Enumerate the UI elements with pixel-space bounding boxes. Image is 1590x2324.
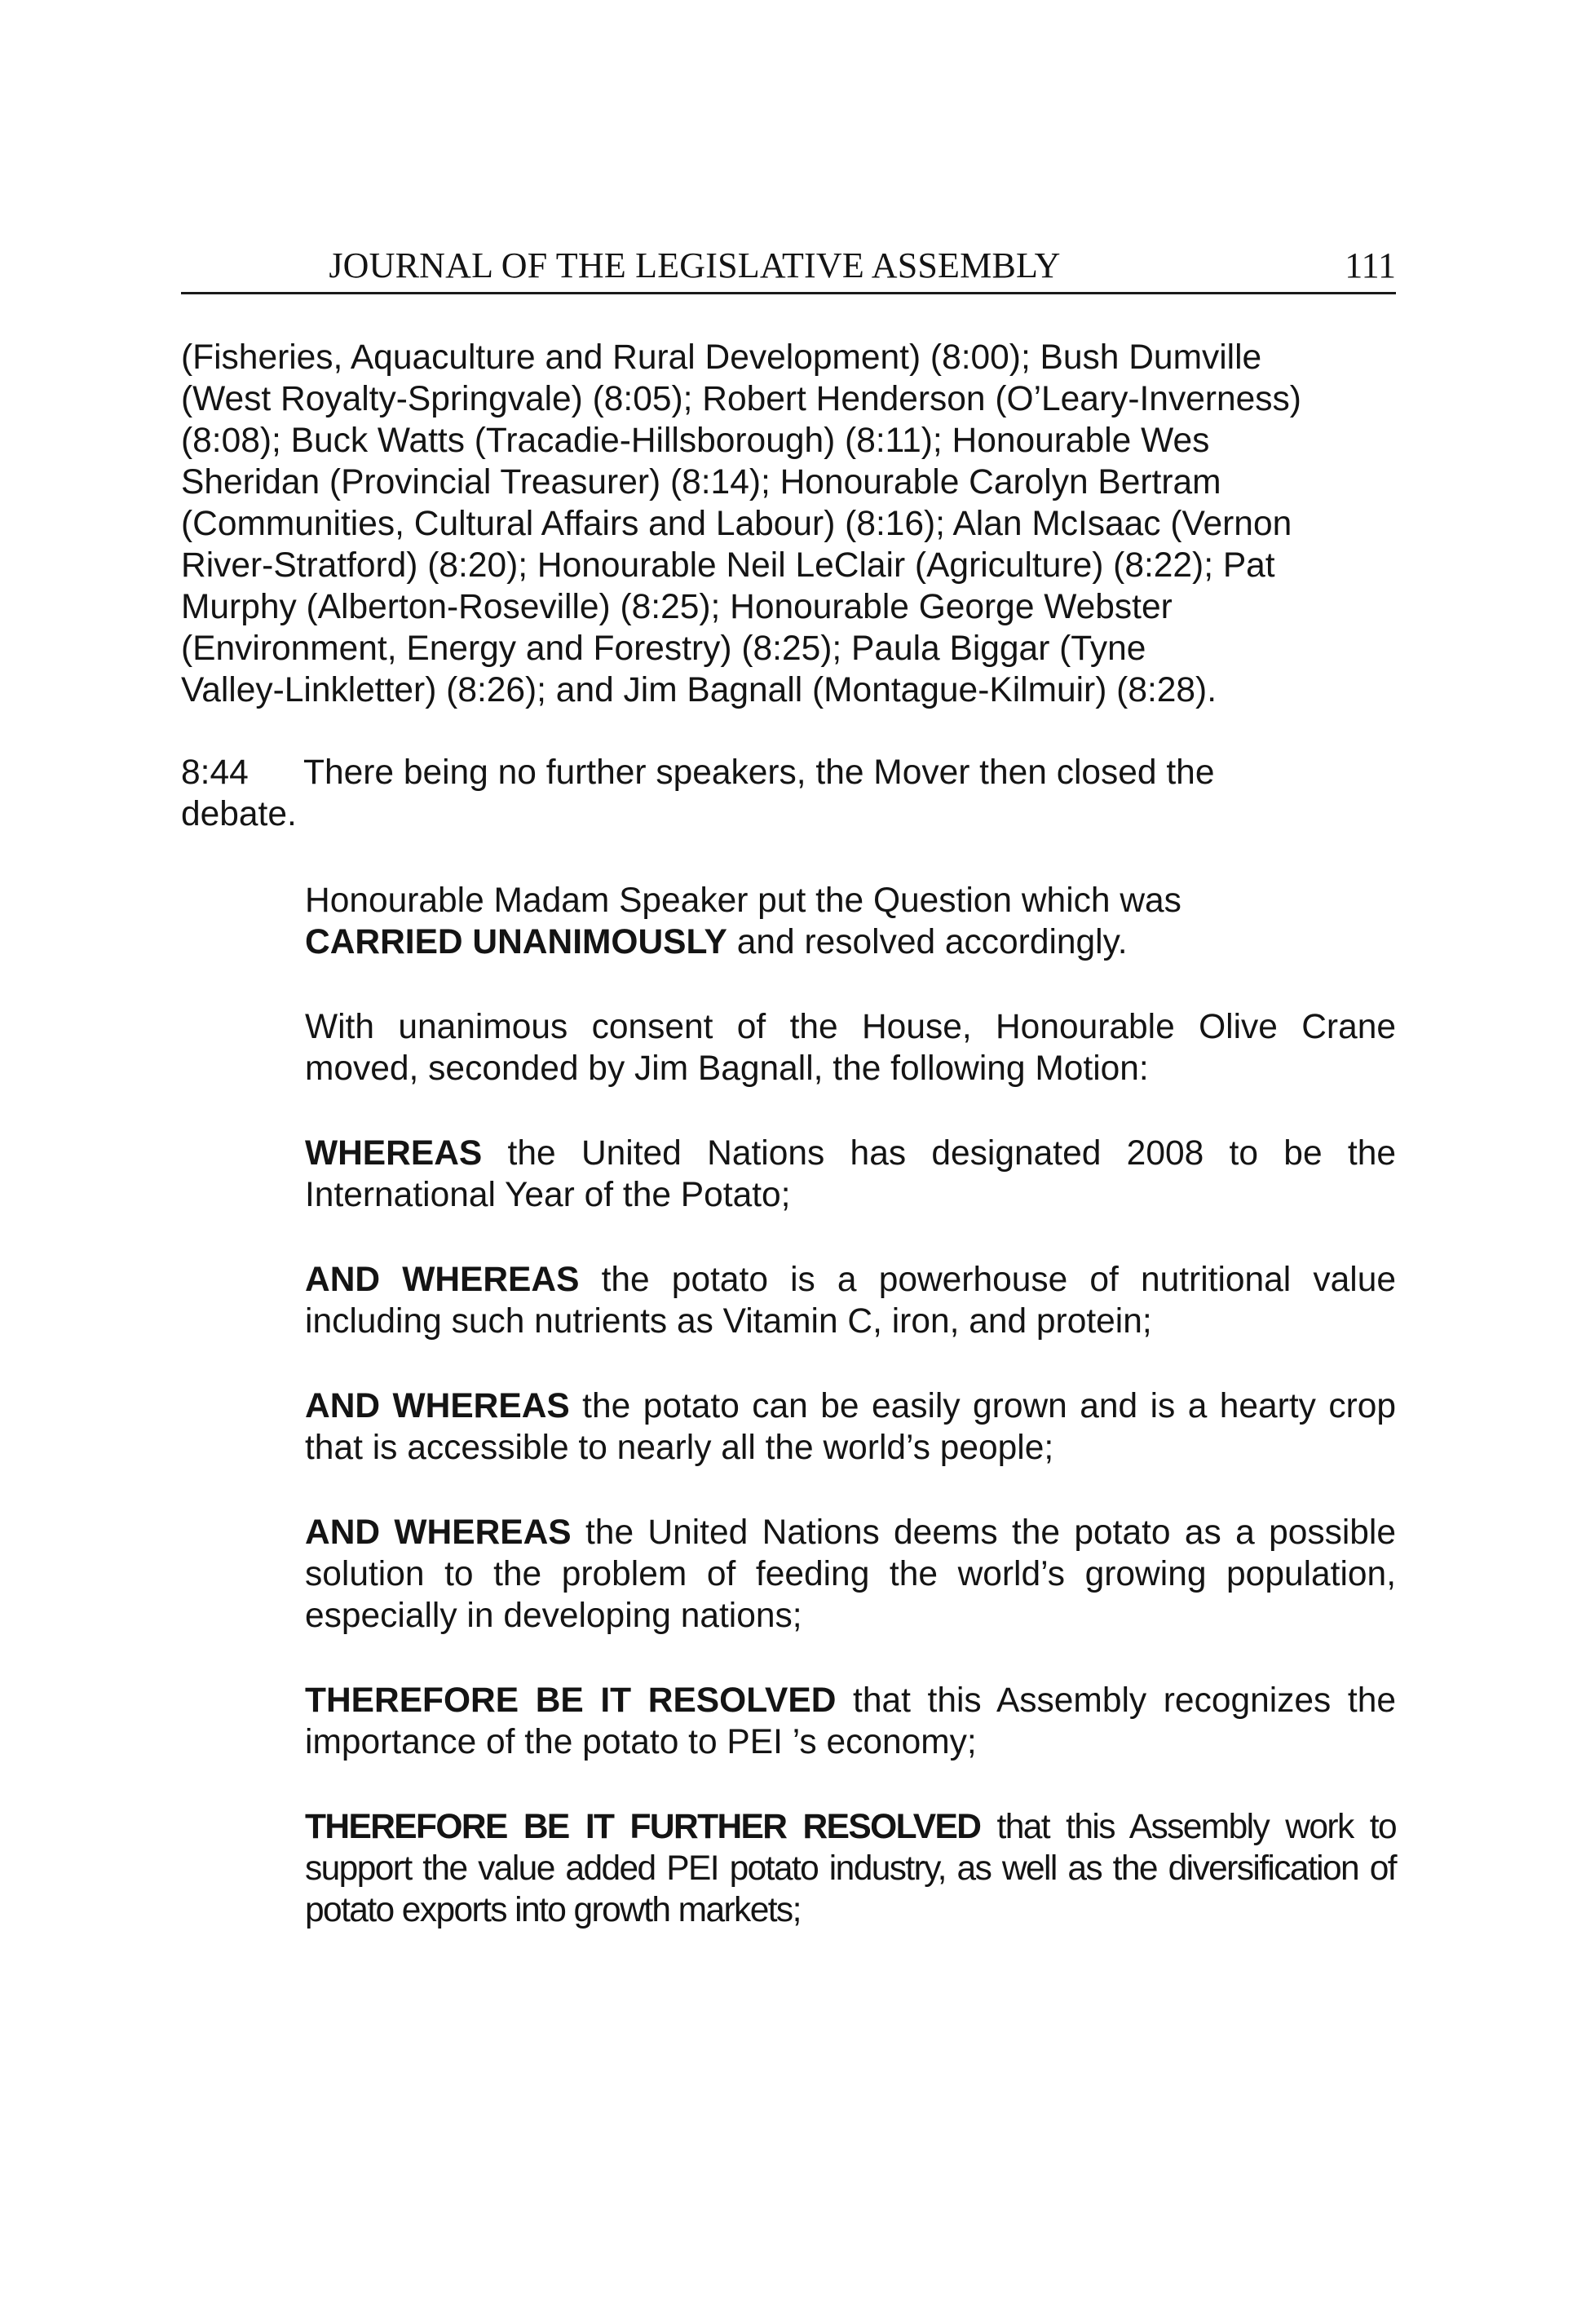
- question-result-line: [305, 921, 1396, 963]
- speakers-paragraph: [181, 337, 1396, 711]
- page-number: 111: [1345, 245, 1396, 285]
- consent-paragraph: With unanimous consent of the House, Honourable Olive Crane moved, seconded by Jim Bagnall, the following Motion:: [305, 1008, 1396, 1088]
- and-whereas-lead: AND WHEREAS: [305, 1513, 572, 1552]
- whereas-text: the potato can be easily grown and is a hearty crop that is accessible to nearly all the world’s people;: [305, 1387, 1396, 1467]
- running-header: [181, 241, 1396, 294]
- carried-unanimously: CARRIED UNANIMOUSLY: [305, 923, 727, 961]
- whereas-text: the United Nations has designated 2008 to be the International Year of the Potato;: [305, 1134, 1396, 1214]
- speakers-line: (Environment, Energy and Forestry) (8:25); Paula Biggar (Tyne: [181, 630, 1146, 668]
- speakers-line: (Fisheries, Aquaculture and Rural Development) (8:00); Bush Dumville: [181, 338, 1262, 377]
- whereas-clause-4: [305, 1512, 1396, 1637]
- resolved-clause-2: [305, 1806, 1396, 1931]
- resolved-lead: THEREFORE BE IT RESOLVED: [305, 1681, 837, 1720]
- speakers-line: River-Stratford) (8:20); Honourable Neil LeClair (Agriculture) (8:22); Pat: [181, 546, 1275, 585]
- question-line: Honourable Madam Speaker put the Question which was: [305, 881, 1181, 920]
- speakers-line: Murphy (Alberton-Roseville) (8:25); Honourable George Webster: [181, 588, 1173, 626]
- resolved-clause-1: [305, 1680, 1396, 1763]
- whereas-clause-3: [305, 1385, 1396, 1469]
- question-paragraph: [305, 880, 1396, 963]
- further-resolved-lead: THEREFORE BE IT FURTHER RESOLVED: [305, 1808, 981, 1846]
- resolved-text: that this Assembly work to support the value added PEI potato industry, as well as the diversification of potato exports into growth markets;: [305, 1808, 1396, 1929]
- question-result-rest: and resolved accordingly.: [727, 923, 1128, 961]
- and-whereas-lead: AND WHEREAS: [305, 1261, 580, 1299]
- speakers-line: (West Royalty-Springvale) (8:05); Robert Henderson (O’Leary-Inverness): [181, 380, 1301, 418]
- closing-text: There being no further speakers, the Mover then closed the: [303, 753, 1215, 792]
- speakers-line: Sheridan (Provincial Treasurer) (8:14); Honourable Carolyn Bertram: [181, 463, 1221, 501]
- closing-time: 8:44: [181, 753, 249, 792]
- and-whereas-lead: AND WHEREAS: [305, 1387, 570, 1425]
- whereas-text: the potato is a powerhouse of nutritional value including such nutrients as Vitamin C, iron, and protein;: [305, 1261, 1396, 1341]
- whereas-text: the United Nations deems the potato as a possible solution to the problem of feeding the world’s growing population, especially in developing nations;: [305, 1513, 1396, 1635]
- resolved-text: that this Assembly recognizes the importance of the potato to PEI ’s economy;: [305, 1681, 1397, 1761]
- closing-second-line: debate.: [181, 795, 297, 833]
- whereas-clause-2: [305, 1259, 1396, 1342]
- speakers-line: Valley-Linkletter) (8:26); and Jim Bagnall (Montague-Kilmuir) (8:28).: [181, 671, 1217, 709]
- whereas-clause-1: [305, 1133, 1396, 1216]
- speakers-line: (Communities, Cultural Affairs and Labour) (8:16); Alan McIsaac (Vernon: [181, 505, 1292, 543]
- journal-title: JOURNAL OF THE LEGISLATIVE ASSEMBLY: [329, 245, 1061, 285]
- closing-paragraph: [181, 752, 1396, 835]
- speakers-line: (8:08); Buck Watts (Tracadie-Hillsborough) (8:11); Honourable Wes: [181, 422, 1210, 460]
- whereas-lead: WHEREAS: [305, 1134, 483, 1173]
- closing-first-line: [181, 752, 1396, 793]
